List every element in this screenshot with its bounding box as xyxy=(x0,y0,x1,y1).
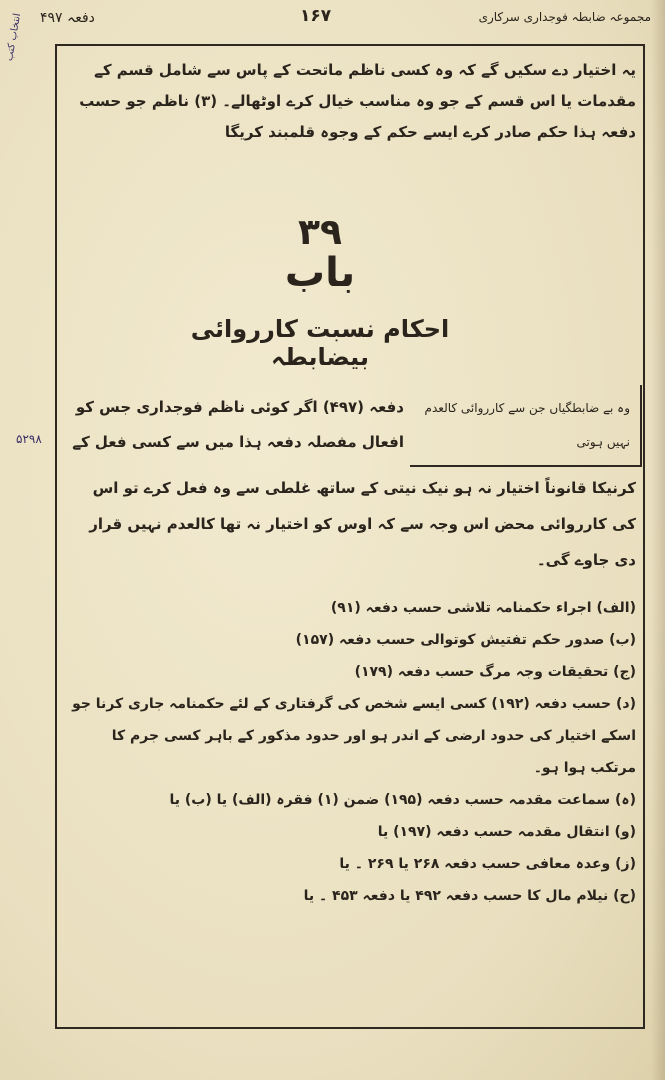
clause-item: (ج) تحقیقات وجہ مرگ حسب دفعہ (۱۷۹) xyxy=(354,664,636,680)
body-paragraph: کرنیکا قانوناً اختیار نہ ہو نیک نیتی کے ساتھ غلطی سے وہ فعل کرے تو اس کی کارروائی محض اس وجہ سے کہ اوس کو اختیار نہ تھا کالعدم نہیں قرار دی جاوے گی۔ xyxy=(89,479,636,569)
margin-stamp: انتخاب کتب xyxy=(4,12,24,62)
clause-item: (ہ) سماعت مقدمہ حسب دفعہ (۱۹۵) ضمن (۱) فقرہ (الف) یا (ب) یا xyxy=(169,792,636,808)
clause-item: (ز) وعدہ معافی حسب دفعہ ۲۶۸ یا ۲۶۹ ۔ یا xyxy=(339,856,636,872)
marginal-note: وہ بے ضابطگیاں جن سے کارروائی کالعدم نہیں ہوتی xyxy=(410,385,642,467)
margin-number: ۵۲۹۸ xyxy=(16,432,42,446)
top-paragraph: یہ اختیار دے سکیں گے کہ وہ کسی ناظم ماتحت کے پاس سے شامل قسم کے مقدمات یا اس قسم کے جو وہ مناسب خیال کرے اوٹھالے۔ (۳) ناظم جو حسب دفعہ ہذا حکم صادر کرے ایسے حکم کے وجوہ قلمبند کریگا xyxy=(79,61,636,141)
clause-item: (ح) نیلام مال کا حسب دفعہ ۴۹۲ یا دفعہ ۴۵۳ ۔ یا xyxy=(303,888,636,904)
page-header xyxy=(40,6,651,32)
running-title: مجموعہ ضابطہ فوجداری سرکاری xyxy=(478,10,651,24)
page-number: ۱۶۷ xyxy=(300,6,332,26)
clause-item: (د) حسب دفعہ (۱۹۲) کسی ایسے شخص کی گرفتاری کے لئے حکمنامہ جاری کرنا جو اسکے اختیار کی حدود ارضی کے اندر ہو اور حدود مذکور کے باہر کسی جرم کا مرتکب ہوا ہو۔ xyxy=(72,696,636,776)
section-opening: دفعہ (۴۹۷) اگر کوئی ناظم فوجداری جس کو افعال مفصلہ دفعہ ہذا میں سے کسی فعل کے xyxy=(72,398,404,451)
page-spine-shadow xyxy=(651,0,665,1080)
section-reference: دفعہ ۴۹۷ xyxy=(40,10,95,26)
chapter-heading: باب xyxy=(284,250,356,296)
clause-item: (الف) اجراء حکمنامہ تلاشی حسب دفعہ (۹۱) xyxy=(330,600,636,616)
chapter-title: احکام نسبت کارروائی بیضابطہ xyxy=(190,315,450,371)
clause-item: (ب) صدور حکم تفتیش کوتوالی حسب دفعہ (۱۵۷) xyxy=(295,632,636,648)
chapter-number: ۳۹ xyxy=(298,212,342,253)
clause-list xyxy=(64,592,636,912)
clause-item: (و) انتقال مقدمہ حسب دفعہ (۱۹۷) یا xyxy=(377,824,636,840)
